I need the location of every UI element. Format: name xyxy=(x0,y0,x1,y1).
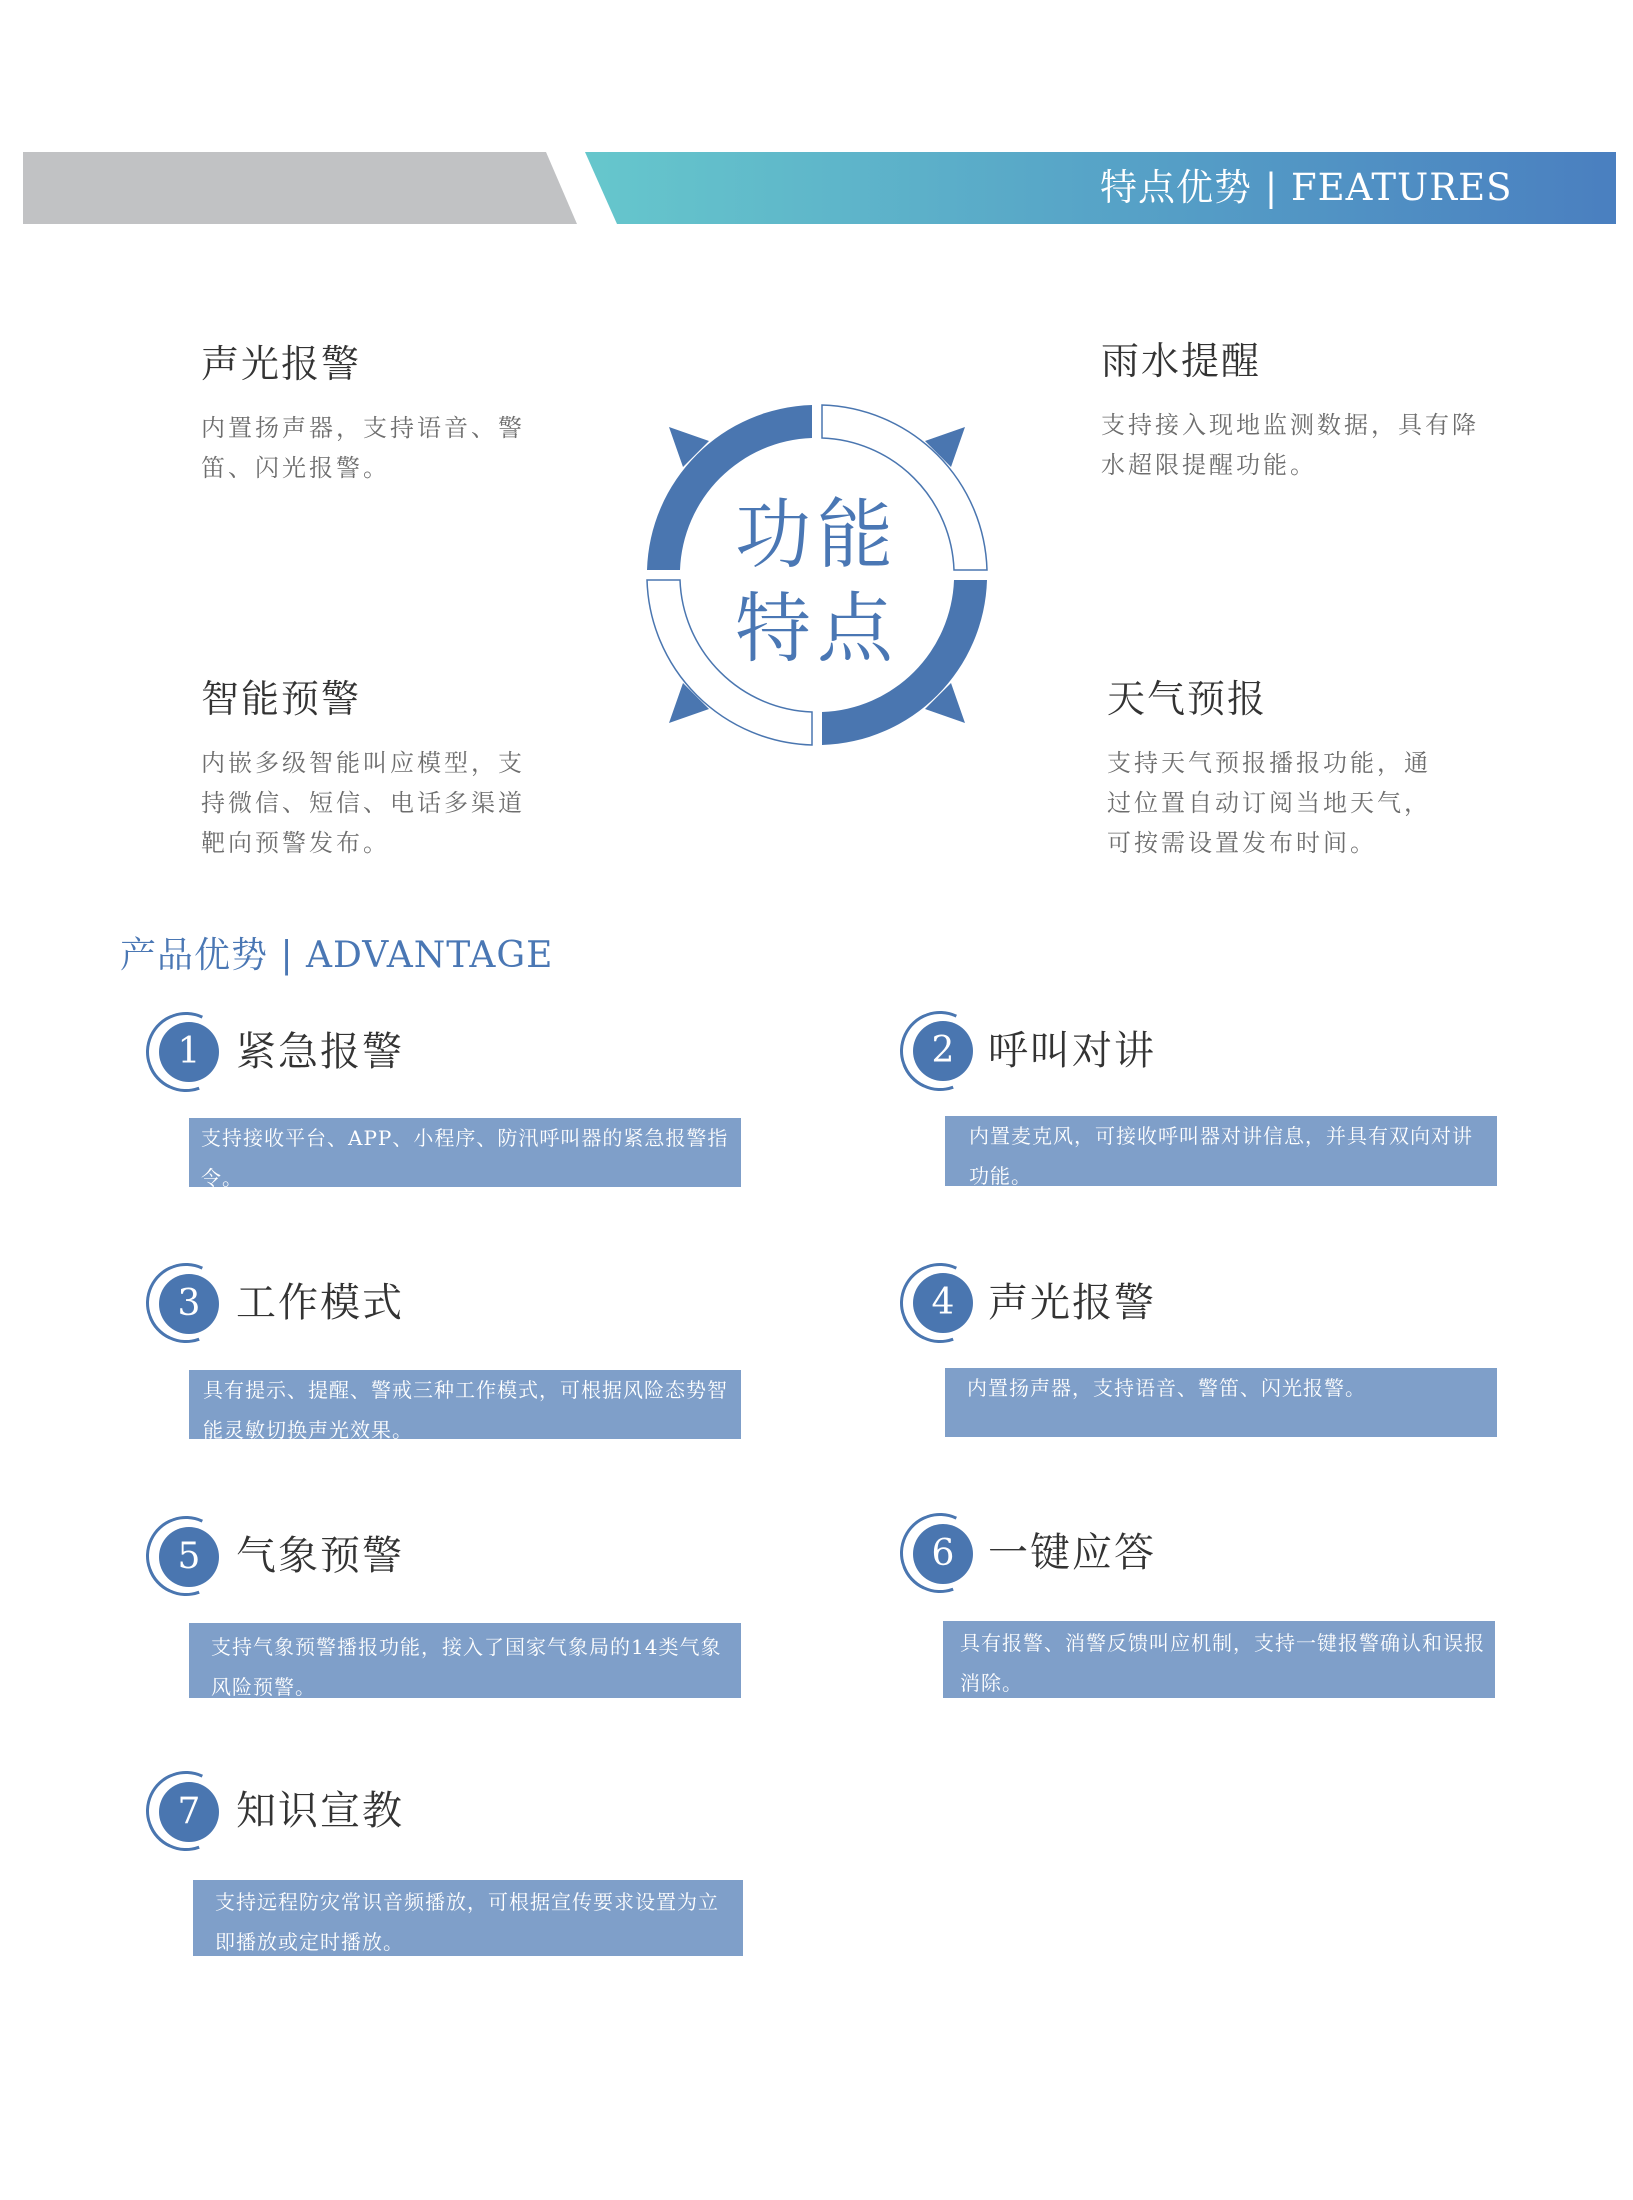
number-badge: 6 xyxy=(913,1524,973,1584)
feature-title: 天气预报 xyxy=(1107,677,1268,721)
advantage-title: 工作模式 xyxy=(236,1280,404,1326)
feature-desc: 内置扬声器，支持语音、警笛、闪光报警。 xyxy=(201,414,525,482)
advantage-title: 呼叫对讲 xyxy=(988,1028,1156,1074)
advantage-title: 声光报警 xyxy=(988,1280,1156,1326)
feature-title: 智能预警 xyxy=(201,677,362,721)
number-badge: 5 xyxy=(159,1527,219,1587)
header-gray-band xyxy=(23,152,578,224)
features-section-title: 特点优势 | FEATURES xyxy=(1100,166,1513,209)
advantage-desc-box: 内置扬声器，支持语音、警笛、闪光报警。 xyxy=(945,1368,1497,1437)
feature-item xyxy=(201,342,561,488)
feature-desc: 支持接入现地监测数据，具有降水超限提醒功能。 xyxy=(1101,411,1479,479)
advantage-title: 气象预警 xyxy=(236,1533,404,1579)
advantage-title: 知识宣教 xyxy=(236,1788,404,1834)
number-badge: 4 xyxy=(913,1273,973,1333)
number-badge: 3 xyxy=(159,1274,219,1334)
advantage-title: 一键应答 xyxy=(988,1530,1156,1576)
number-badge: 1 xyxy=(159,1022,219,1082)
feature-desc: 支持天气预报播报功能，通过位置自动订阅当地天气，可按需设置发布时间。 xyxy=(1107,749,1431,857)
feature-title: 雨水提醒 xyxy=(1101,339,1262,383)
advantage-desc-box: 具有提示、提醒、警戒三种工作模式，可根据风险态势智能灵敏切换声光效果。 xyxy=(189,1370,741,1439)
feature-title: 声光报警 xyxy=(201,342,362,386)
feature-item xyxy=(1107,677,1507,863)
features-center-label: 功能 特点 xyxy=(735,490,899,673)
number-badge: 7 xyxy=(159,1782,219,1842)
advantage-title: 紧急报警 xyxy=(236,1029,404,1075)
feature-item xyxy=(201,677,561,863)
advantage-desc-box: 支持远程防灾常识音频播放，可根据宣传要求设置为立即播放或定时播放。 xyxy=(193,1880,743,1956)
advantage-desc-box: 支持气象预警播报功能，接入了国家气象局的14类气象风险预警。 xyxy=(189,1623,741,1698)
advantages-section-title: 产品优势 | ADVANTAGE xyxy=(120,935,554,976)
feature-item xyxy=(1101,339,1501,485)
advantage-desc-box: 具有报警、消警反馈叫应机制，支持一键报警确认和误报消除。 xyxy=(943,1621,1495,1698)
number-badge: 2 xyxy=(913,1021,973,1081)
advantage-desc-box: 支持接收平台、APP、小程序、防汛呼叫器的紧急报警指令。 xyxy=(189,1118,741,1187)
advantage-desc-box: 内置麦克风，可接收呼叫器对讲信息，并具有双向对讲功能。 xyxy=(945,1116,1497,1186)
feature-desc: 内嵌多级智能叫应模型，支持微信、短信、电话多渠道靶向预警发布。 xyxy=(201,749,525,857)
